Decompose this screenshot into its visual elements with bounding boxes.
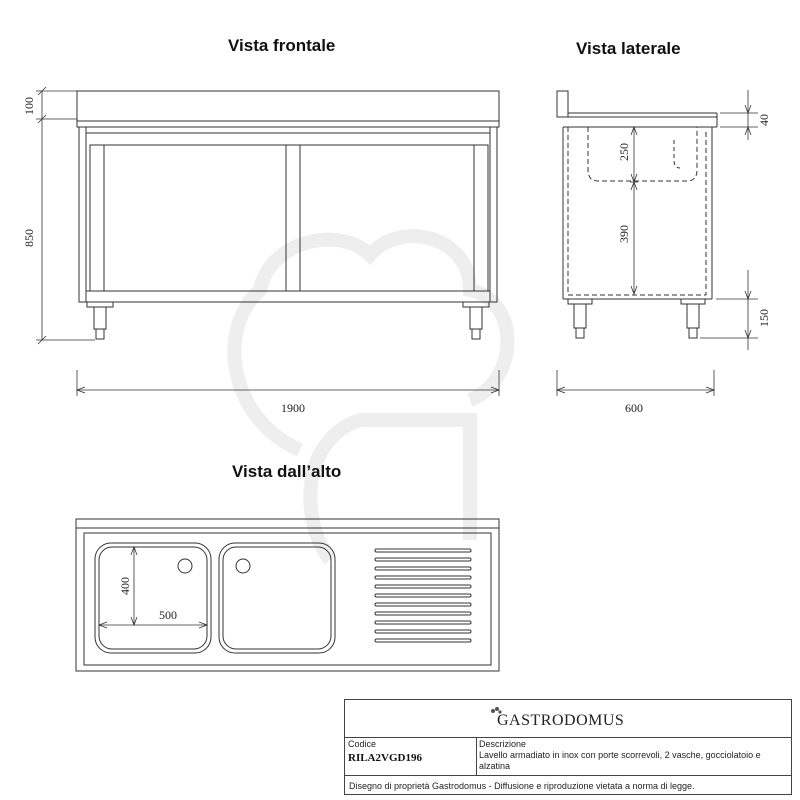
side-view <box>557 91 717 338</box>
title-block-code-cell <box>345 737 477 775</box>
front-leg-left <box>94 307 106 329</box>
drain-left <box>178 559 192 573</box>
copyright-footer: Disegno di proprietà Gastrodomus - Diffusione e riproduzione vietata a norma di legge. <box>349 781 695 791</box>
top-outline <box>76 519 499 671</box>
front-leg-plate-right <box>463 302 489 307</box>
top-view-title: Vista dall’alto <box>232 462 342 481</box>
front-top-slab <box>77 91 499 127</box>
front-leg-plate-left <box>87 302 113 307</box>
dim-side-depth: 600 <box>625 401 643 415</box>
side-width-dimension <box>557 370 714 396</box>
front-leg-right <box>470 307 482 329</box>
front-view <box>77 91 499 339</box>
side-leg-right <box>689 328 697 338</box>
dim-front-width: 1900 <box>281 401 305 415</box>
side-height-dimensions <box>700 90 758 350</box>
dim-side-below-basin: 390 <box>617 225 631 243</box>
title-block-info-row <box>345 737 791 776</box>
top-view <box>76 519 499 671</box>
dim-side-upstand: 40 <box>757 114 771 126</box>
top-inner-outline <box>84 533 491 665</box>
dim-front-top-height: 100 <box>22 97 36 115</box>
gastrodomus-logo: GASTRODOMUS <box>497 712 625 729</box>
front-view-title: Vista frontale <box>228 36 336 55</box>
side-leg-left <box>576 328 584 338</box>
side-leg-plate-left <box>568 299 592 304</box>
basin-left <box>95 543 211 653</box>
description-label: Descrizione <box>479 739 527 749</box>
dim-top-basin-width: 500 <box>159 608 177 622</box>
front-width-dimension <box>77 370 499 396</box>
dim-front-body-height: 850 <box>22 229 36 247</box>
side-view-title: Vista laterale <box>576 39 681 58</box>
dim-top-basin-depth: 400 <box>118 577 132 595</box>
dim-side-leg-height: 150 <box>757 309 771 327</box>
side-leg-plate-right <box>681 299 705 304</box>
description-value: Lavello armadiato in inox con porte scorrevoli, 2 vasche, gocciolatoio e alzatina <box>479 750 761 771</box>
side-upstand <box>557 91 568 117</box>
dim-side-basin-depth: 250 <box>617 143 631 161</box>
code-label: Codice <box>348 739 377 749</box>
code-value: RILA2VGD196 <box>348 752 422 764</box>
title-block <box>344 699 792 795</box>
basin-right <box>219 543 335 653</box>
door-frame-left <box>90 145 104 291</box>
door-frame-right <box>474 145 488 291</box>
front-cabinet <box>79 127 497 302</box>
title-block-logo-row <box>345 700 791 738</box>
side-basin-hidden-outline <box>588 127 697 181</box>
drainboard-grooves <box>375 549 471 642</box>
door-frame-middle <box>286 145 300 291</box>
drain-right <box>236 559 250 573</box>
